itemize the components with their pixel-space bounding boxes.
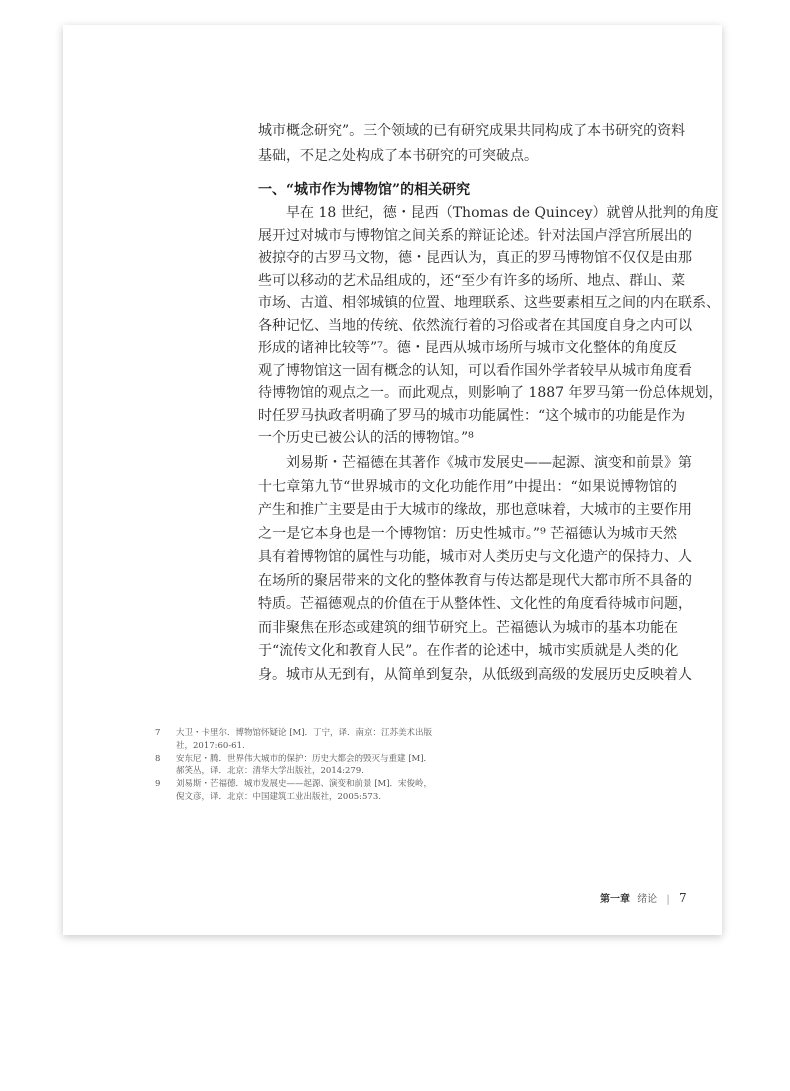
body-line: 时任罗马执政者明确了罗马的城市功能属性：“这个城市的功能是作为: [258, 407, 686, 424]
body-line: 刘易斯・芒福德在其著作《城市发展史——起源、演变和前景》第: [258, 455, 692, 471]
body-line: 各种记忆、当地的传统、依然流行着的习俗或者在其国度自身之内可以: [258, 317, 692, 334]
footnote-text: 刘易斯・芒福德．城市发展史——起源、演变和前景 [M]．宋俊岭，: [176, 779, 433, 790]
body-line: 基础，不足之处构成了本书研究的可突破点。: [258, 148, 538, 164]
body-line: 一个历史已被公认的活的博物馆。”⁸: [258, 430, 474, 446]
footnote-number: 7: [155, 728, 161, 738]
body-line: 在场所的聚居带来的文化的整体教育与传达都是现代大都市所不具备的: [258, 572, 692, 589]
footnote-text: 郝笑丛，译．北京：清华大学出版社，2014:279.: [176, 766, 364, 777]
body-line: 些可以移动的艺术品组成的，还“至少有许多的场所、地点、群山、菜: [258, 272, 686, 289]
footnote-number: 9: [155, 779, 161, 790]
body-line: 早在 18 世纪，德・昆西（Thomas de Quincey）就曾从批判的角度: [258, 205, 719, 221]
body-line: 待博物馆的观点之一。而此观点，则影响了 1887 年罗马第一份总体规划，: [258, 385, 723, 401]
footnote-text: 安东尼・腾．世界伟大城市的保护：历史大都会的毁灭与重建 [M]．: [176, 753, 433, 764]
body-line: 具有着博物馆的属性与功能，城市对人类历史与文化遗产的保持力、人: [258, 549, 692, 565]
body-line: 之一是它本身也是一个博物馆：历史性城市。”⁹ 芒福德认为城市天然: [258, 525, 677, 542]
footer-chapter-title: 绪论: [637, 894, 658, 905]
body-line: 被掠夺的古罗马文物，德・昆西认为，真正的罗马博物馆不仅仅是由那: [258, 250, 692, 266]
section-heading: 一、“城市作为博物馆”的相关研究: [258, 182, 471, 198]
footer-chapter: 第一章: [600, 894, 630, 905]
body-line: 观了博物馆这一固有概念的认知，可以看作国外学者较早从城市角度看: [258, 362, 692, 379]
footer-separator: |: [666, 894, 670, 905]
body-line: 特质。芒福德观点的价值在于从整体性、文化性的角度看待城市问题，: [258, 596, 692, 612]
body-line: 形成的诸神比较等”⁷。德・昆西从城市场所与城市文化整体的角度反: [258, 340, 677, 356]
body-line: 身。城市从无到有，从简单到复杂，从低级到高级的发展历史反映着人: [258, 666, 692, 683]
page-footer: [600, 890, 687, 905]
page-number: 7: [678, 891, 687, 905]
body-line: 城市概念研究”。三个领域的已有研究成果共同构成了本书研究的资料: [258, 123, 686, 139]
footnote-text: 大卫・卡里尔．博物馆怀疑论 [M]．丁宁，译．南京：江苏美术出版: [176, 728, 433, 738]
body-line: 展开过对城市与博物馆之间关系的辩证论述。针对法国卢浮宫所展出的: [258, 227, 692, 244]
body-line: 产生和推广主要是由于大城市的缘故，那也意味着，大城市的主要作用: [258, 502, 692, 518]
body-line: 于“流传文化和教育人民”。在作者的论述中，城市实质就是人类的化: [258, 643, 679, 659]
footnote-text: 社，2017:60-61.: [176, 740, 245, 751]
body-line: 市场、古道、相邻城镇的位置、地理联系、这些要素相互之间的内在联系、: [258, 295, 720, 311]
body-line: 而非聚焦在形态或建筑的细节研究上。芒福德认为城市的基本功能在: [258, 619, 678, 636]
footnote-number: 8: [155, 753, 161, 764]
body-line: 十七章第九节“世界城市的文化功能作用”中提出：“如果说博物馆的: [258, 478, 677, 495]
footnote-text: 倪文彦，译．北京：中国建筑工业出版社，2005:573.: [176, 792, 381, 802]
